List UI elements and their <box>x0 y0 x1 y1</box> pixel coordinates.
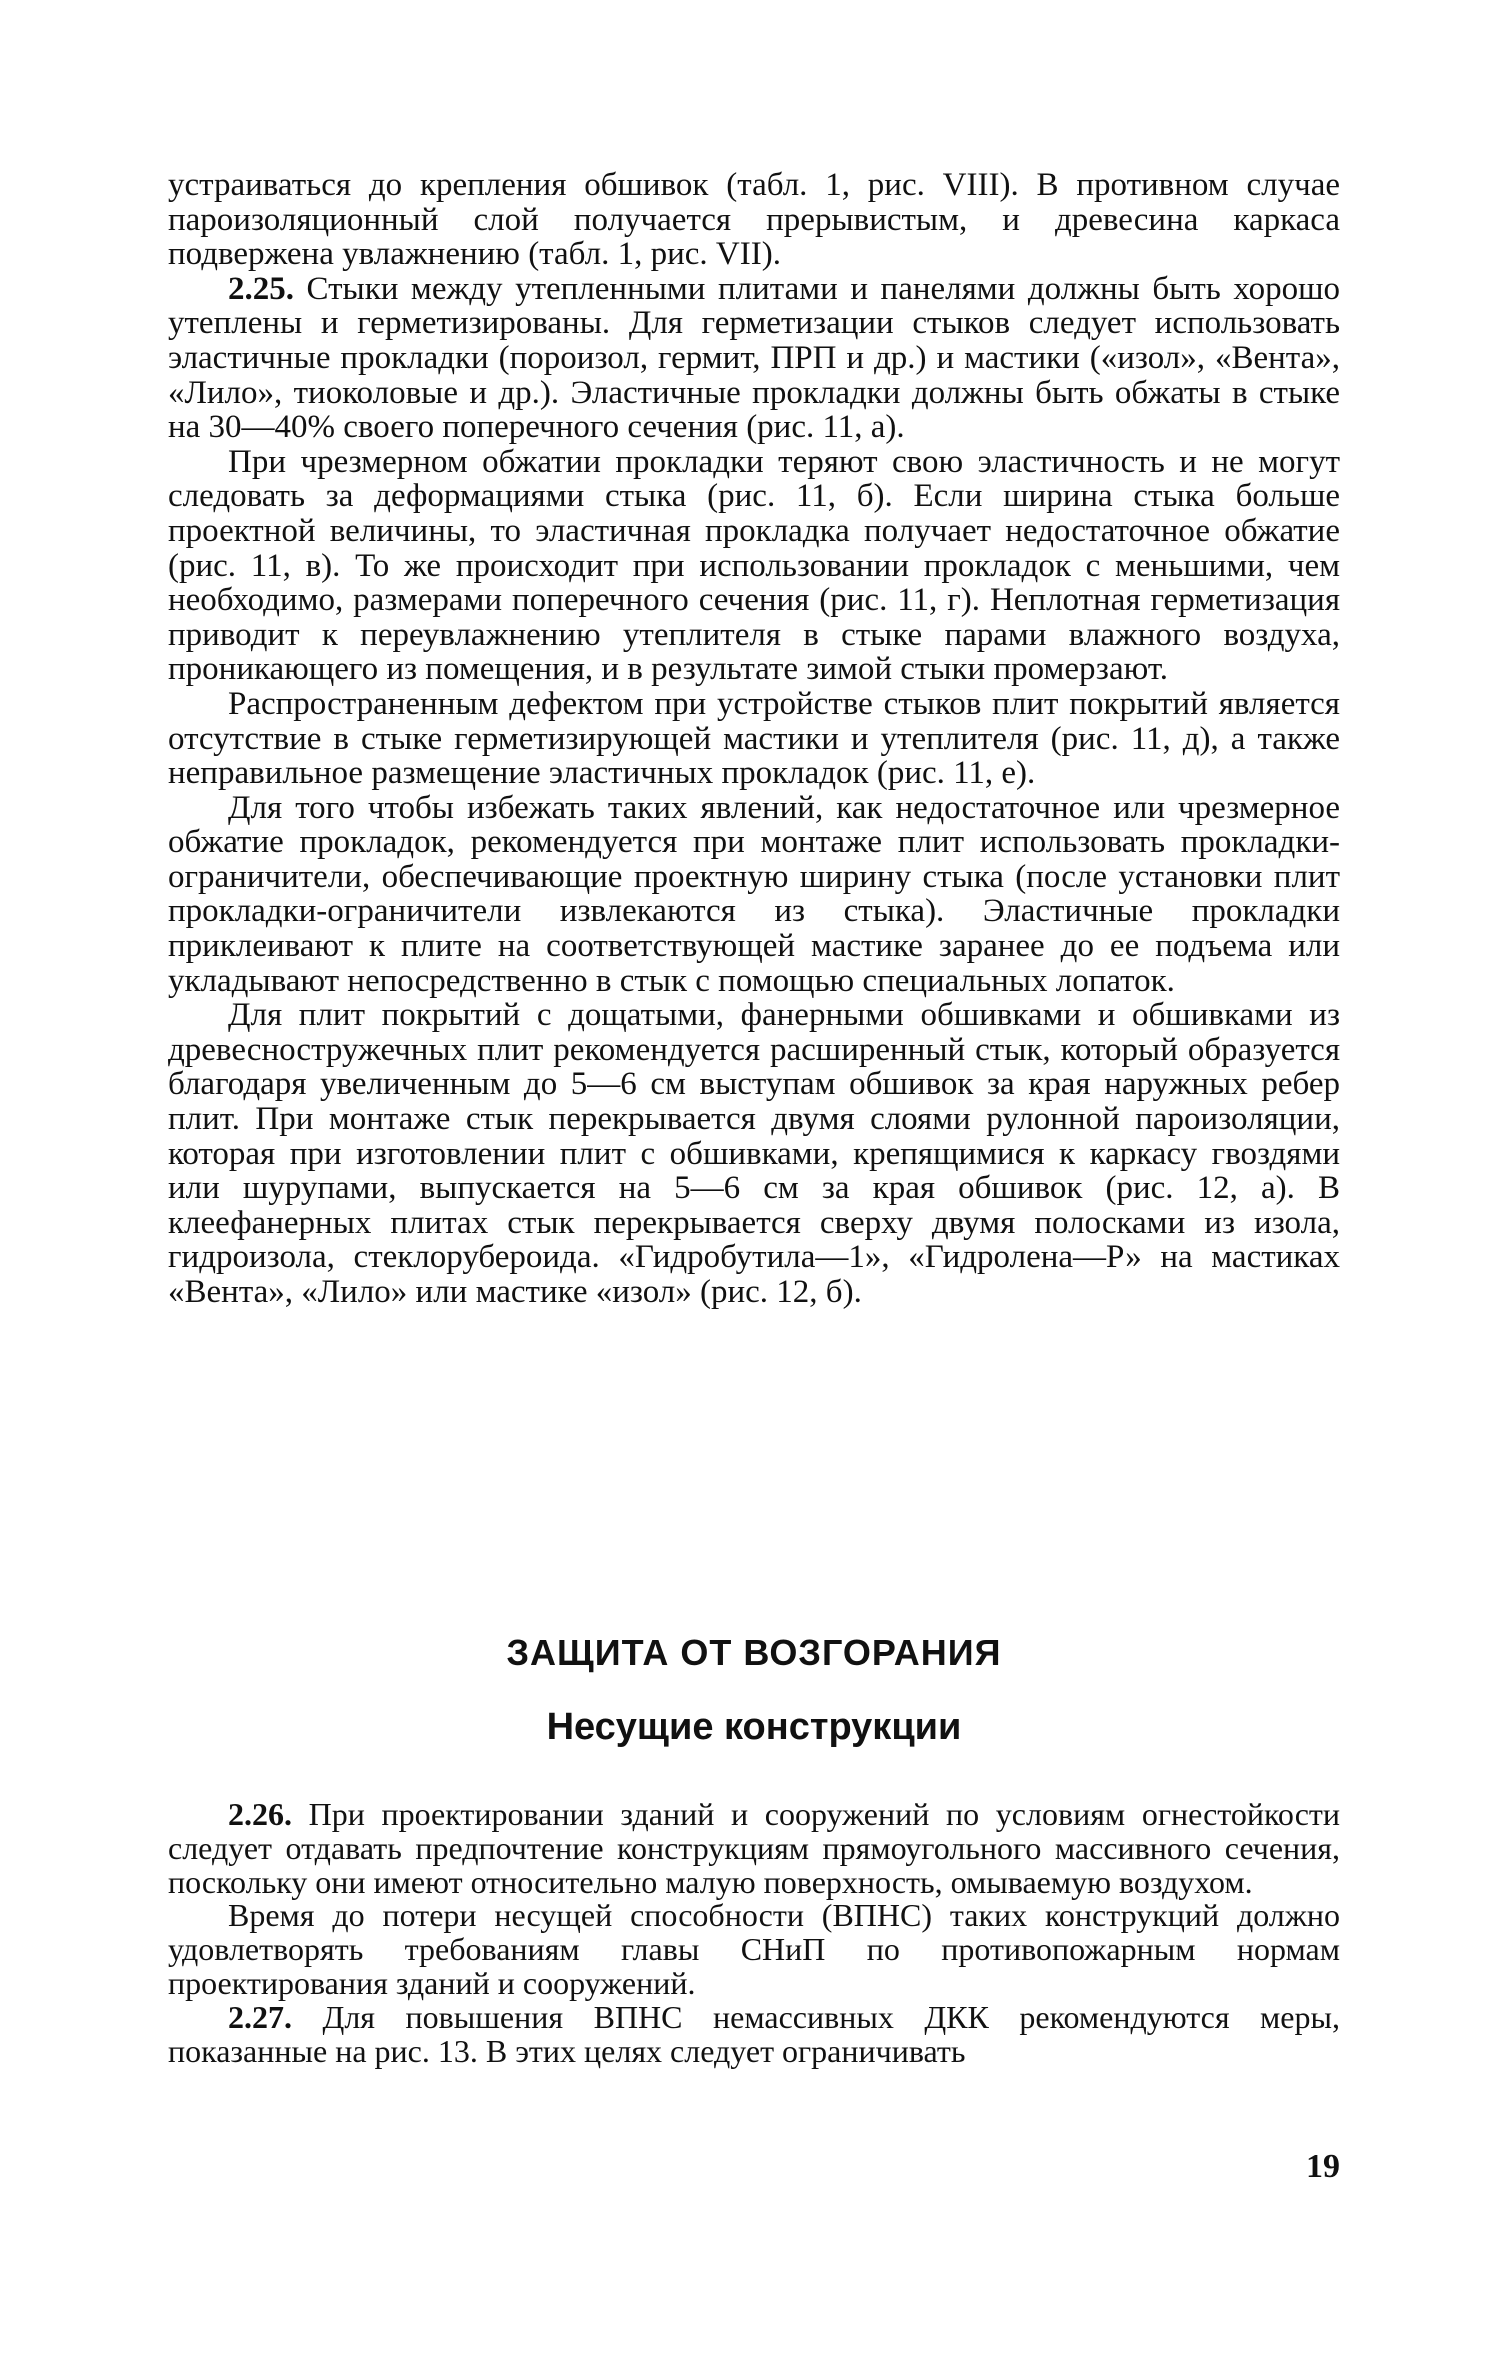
clause-text: Стыки между утепленными плитами и панелями должны быть хорошо утеплены и герметизированы. Для герметизации стыков следует использовать эластичные прокладки (пороизол, гермит, ПРП и др.) и мастики («изол», «Вента», «Лило», тиоколовые и др.). Эластичные прокладки должны быть обжаты в стыке на 30—40% своего поперечного сечения (рис. 11, а). <box>168 270 1340 446</box>
paragraph-continued: устраиваться до крепления обшивок (табл. 1, рис. VIII). В противном случае пароизоляционный слой получается прерывистым, и древесина каркаса подвержена увлажнению (табл. 1, рис. VII). <box>168 167 1340 273</box>
paragraph-2-26 <box>168 1798 1340 1899</box>
paragraph: При чрезмерном обжатии прокладки теряют свою эластичность и не могут следовать за деформациями стыка (рис. 11, б). Если ширина стыка больше проектной величины, то эластичная прокладка получает недостаточное обжатие (рис. 11, в). То же происходит при использовании прокладок с меньшими, чем необходимо, размерами поперечного сечения (рис. 11, г). Неплотная герметизация приводит к переувлажнению утеплителя в стыке парами влажного воздуха, проникающего из помещения, и в результате зимой стыки промерзают. <box>168 443 1340 688</box>
clause-text: Для повышения ВПНС немассивных ДКК рекомендуются меры, показанные на рис. 13. В этих целях следует ограничивать <box>168 1998 1340 2069</box>
body-text-lower <box>168 1798 1340 2068</box>
page-number: 19 <box>1306 2148 1340 2185</box>
body-text-upper <box>168 168 1340 1310</box>
clause-text: При проектировании зданий и сооружений по условиям огнестойкости следует отдавать предпочтение конструкциям прямоугольного массивного сечения, поскольку они имеют относительно малую поверхность, омываемую воздухом. <box>168 1796 1340 1900</box>
paragraph-2-27 <box>168 1998 1340 2069</box>
paragraph: Для плит покрытий с дощатыми, фанерными обшивками и обшивками из древесностружечных плит рекомендуется расширенный стык, который образуется благодаря увеличенным до 5—6 см выступам обшивок за края наружных ребер плит. При монтаже стык перекрывается двумя слоями рулонной пароизоляции, которая при изготовлении плит с обшивками, крепящимися к каркасу гвоздями или шурупами, выпускается на 5—6 см за края обшивок (рис. 12, а). В клеефанерных плитах стык перекрывается сверху двумя полосками из изола, гидроизола, стеклорубероида. «Гидробутила—1», «Гидролена—Р» на мастиках «Вента», «Лило» или мастике «изол» (рис. 12, б). <box>168 997 1340 1310</box>
clause-number: 2.25. <box>228 270 294 307</box>
paragraph-2-25 <box>168 272 1340 445</box>
section-heading: ЗАЩИТА ОТ ВОЗГОРАНИЯ <box>506 1632 1002 1673</box>
paragraph: Время до потери несущей способности (ВПНС) таких конструкций должно удовлетворять требованиям главы СНиП по противопожарным нормам проектирования зданий и сооружений. <box>168 1897 1340 2001</box>
subsection-heading: Несущие конструкции <box>546 1706 962 1748</box>
clause-number: 2.27. <box>228 1998 292 2035</box>
paragraph: Для того чтобы избежать таких явлений, как недостаточное или чрезмерное обжатие прокладок, рекомендуется при монтаже плит использовать прокладки-ограничители, обеспечивающие проектную ширину стыка (после установки плит прокладки-ограничители извлекаются из стыка). Эластичные прокладки приклеивают к плите на соответствующей мастике заранее до ее подъема или укладывают непосредственно в стык с помощью специальных лопаток. <box>168 789 1340 999</box>
paragraph: Распространенным дефектом при устройстве стыков плит покрытий является отсутствие в стыке герметизирующей мастики и утеплителя (рис. 11, д), а также неправильное размещение эластичных прокладок (рис. 11, е). <box>168 685 1340 792</box>
clause-number: 2.26. <box>228 1796 292 1832</box>
